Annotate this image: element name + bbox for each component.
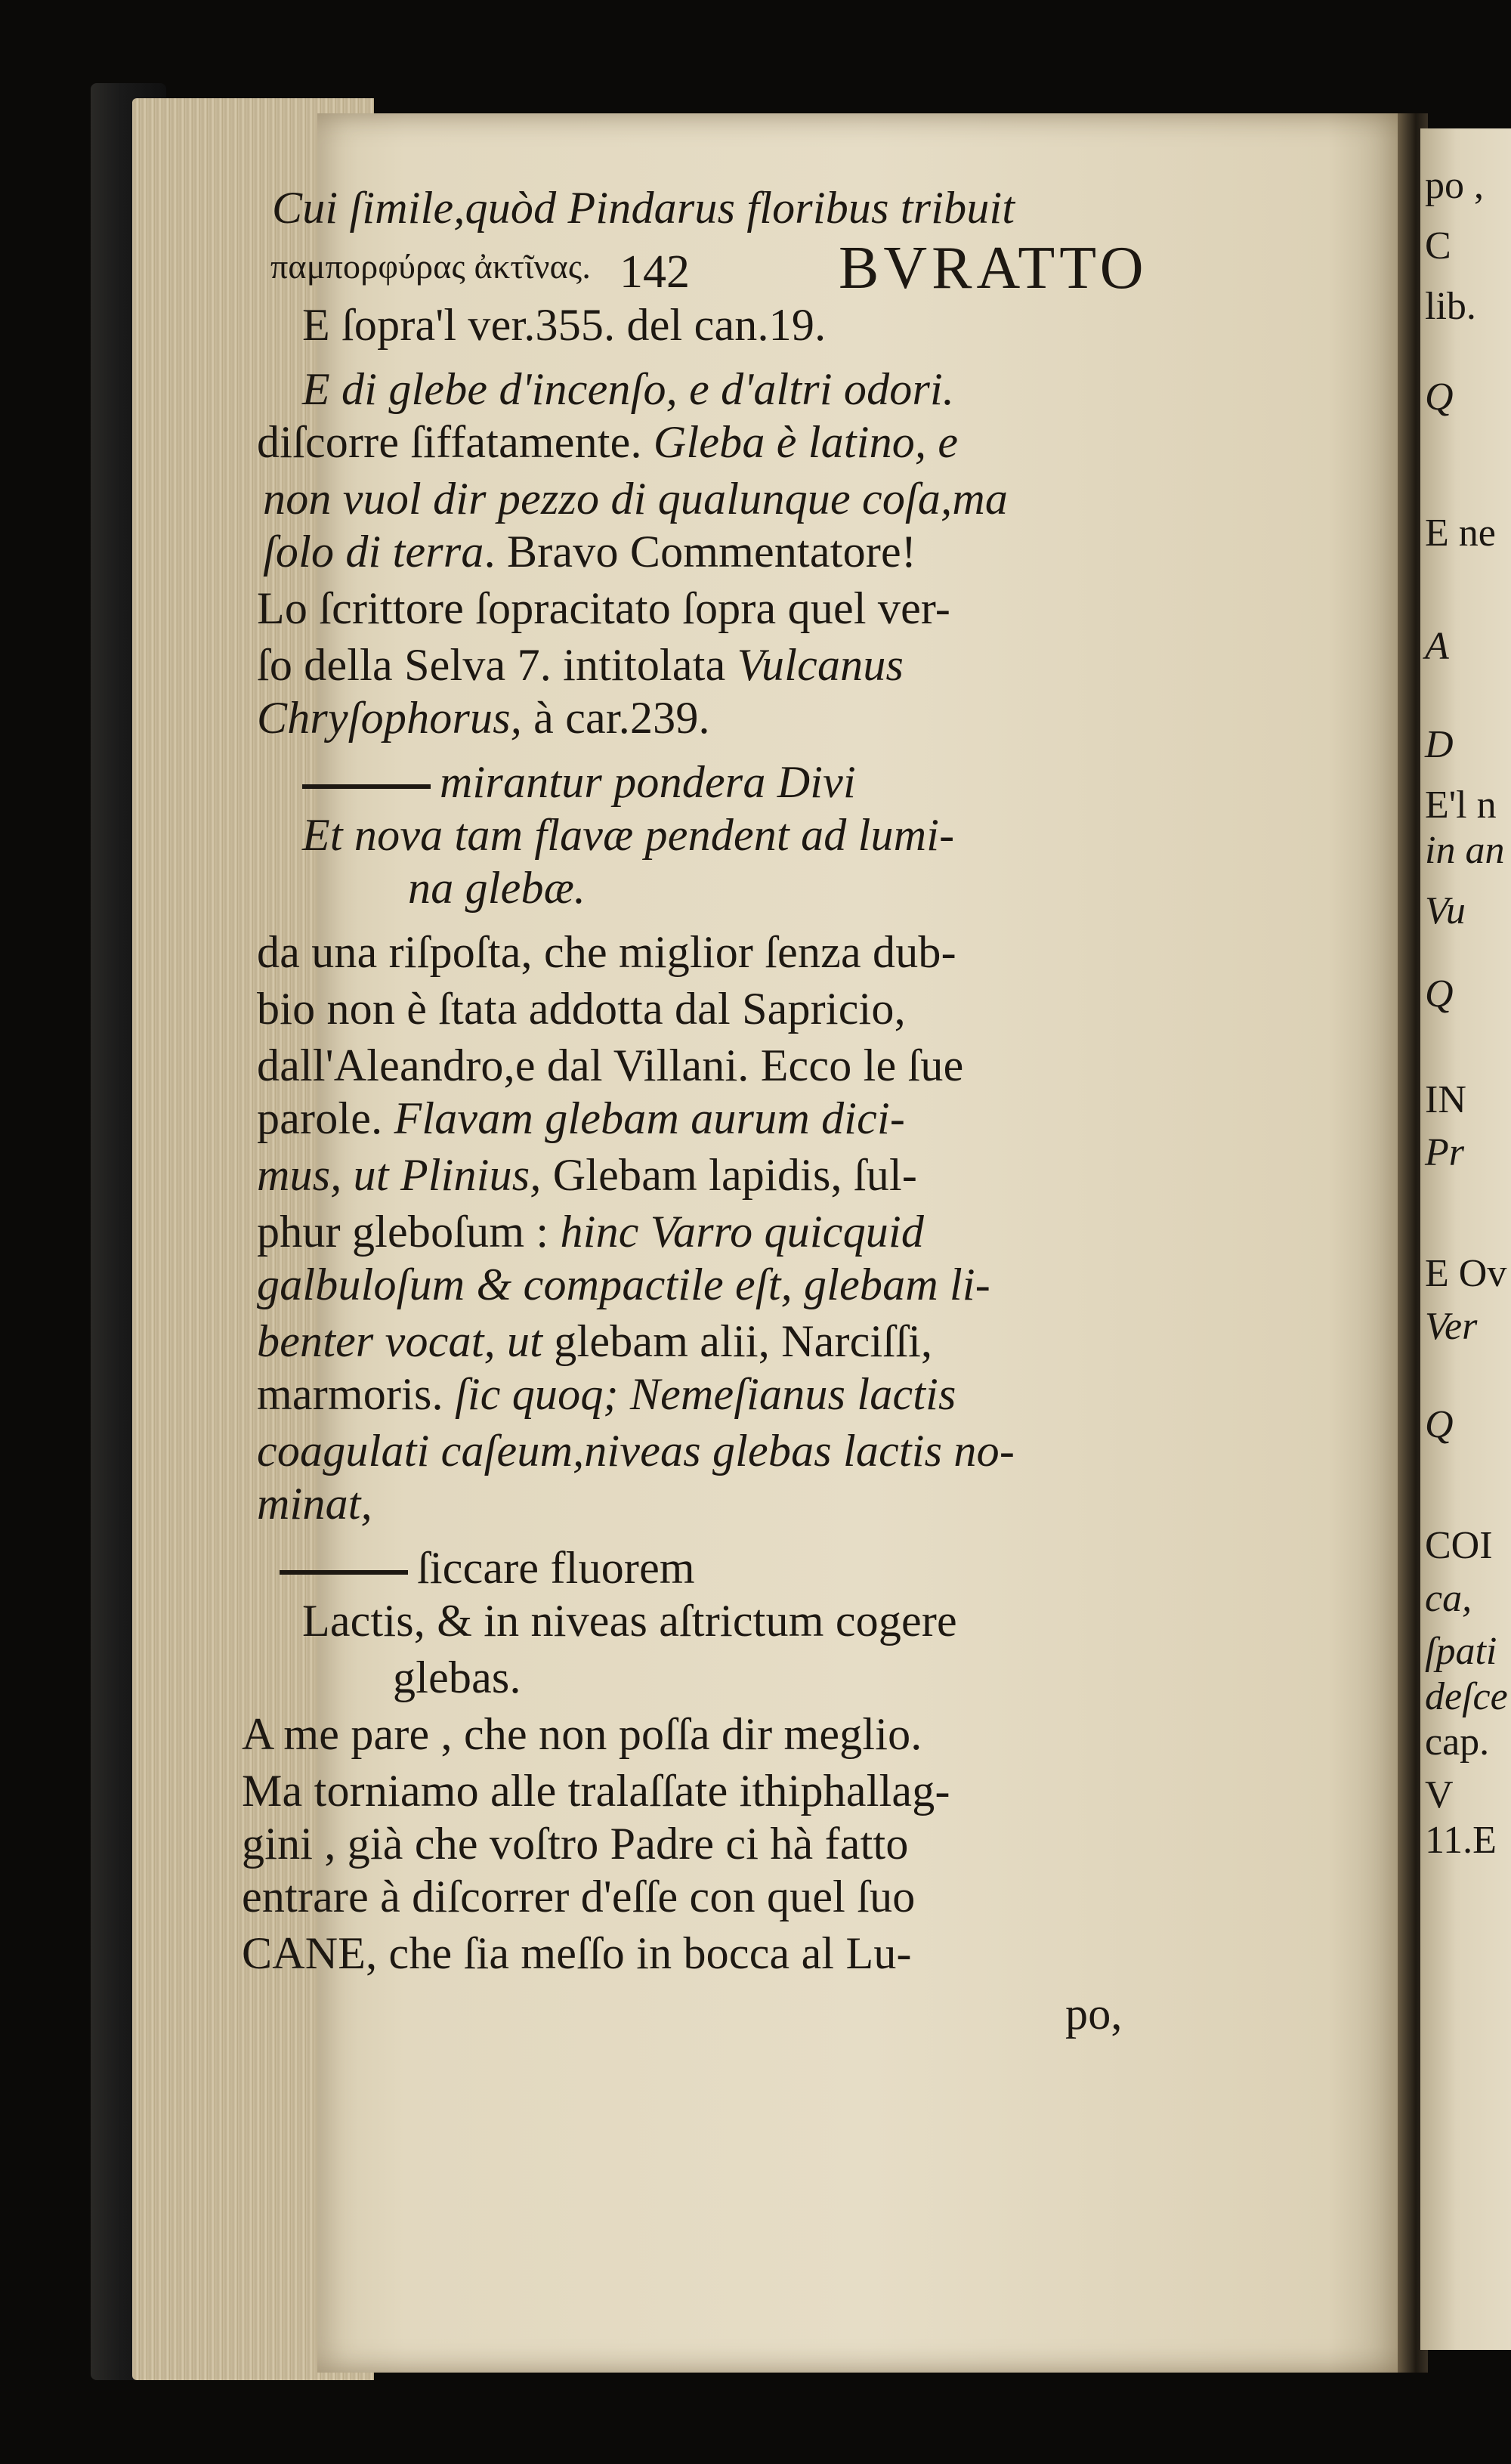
text-line [257,693,710,743]
text-line [257,1262,990,1307]
text-line [302,1596,957,1646]
text-line [257,583,951,633]
text-segment: mus, ut Plinius, [257,1150,553,1200]
text-line [257,642,904,688]
text-segment: E ſopra'l ver.355. del can.19. [302,300,827,350]
text-segment: marmoris. [257,1369,455,1419]
text-segment: Ma torniamo alle tralaſſate ithiphallag- [242,1766,950,1816]
text-segment: ſiccare fluorem [417,1543,695,1593]
text-segment: da una riſpoſta, che miglior ſenza dub- [257,927,956,977]
text-line [302,812,954,858]
text-segment: ſolo di terra [263,527,484,577]
right-page-fragment: E ne [1425,512,1496,555]
text-line [270,249,591,284]
text-segment: gini , già che voſtro Padre ci hà fatto [242,1819,909,1869]
text-segment: po, [1065,1989,1123,2039]
text-line [302,759,856,805]
text-line [263,527,917,577]
text-segment: Lo ſcrittore ſopracitato ſopra quel ver- [257,583,951,633]
text-line [257,929,956,975]
text-segment: mirantur pondera Divi [440,757,856,807]
right-page-fragment: 11.E [1425,1819,1497,1862]
text-segment: Chryſophorus, [257,693,522,743]
right-page-fragment: IN [1425,1078,1466,1121]
text-segment: à car.239. [521,693,710,743]
text-segment: minat, [257,1479,372,1529]
text-segment: Gleba è latino, e [653,417,959,467]
text-segment: glebam alii, Narciſſi, [554,1316,933,1366]
text-line [257,1093,906,1143]
text-line [1065,1989,1123,2039]
text-segment: ſic quoq; Nemeſianus lactis [454,1369,956,1419]
text-segment: Vulcanus [737,640,904,690]
text-segment: Cui ſimile,quòd Pindarus floribus tribuit [272,183,1015,233]
text-segment: benter vocat, ut [257,1316,555,1366]
page-number: 142 [620,246,690,298]
right-page-fragment: D [1425,723,1454,766]
text-segment: coagulati caſeum,niveas glebas lactis no- [257,1426,1015,1476]
right-page-fragment: V [1425,1773,1454,1816]
right-page-fragment: deſce [1425,1675,1508,1718]
right-page-fragment: COI [1425,1524,1493,1567]
right-page-fragment: Vu [1425,889,1466,932]
text-line [272,183,1015,233]
text-segment: Lactis, & in niveas aſtrictum cogere [302,1596,957,1646]
right-page-fragment: ca, [1425,1577,1472,1620]
text-line [257,1371,956,1417]
text-line [242,1928,912,1978]
right-page-fragment: Q [1425,376,1454,419]
text-line [280,1545,695,1591]
text-line [257,984,906,1034]
text-segment: parole. [257,1093,394,1143]
right-page-fragment: E Ov [1425,1252,1507,1295]
text-line [242,1874,916,1919]
text-line [257,1479,372,1529]
text-segment: hinc Varro quicquid [560,1207,925,1257]
text-segment: diſcorre ſiffatamente. [257,417,654,467]
right-page-fragment: E'l n [1425,784,1497,827]
left-page [242,113,1417,2373]
text-line [257,1152,917,1198]
right-page-fragment: Q [1425,972,1454,1016]
text-line [242,1711,922,1757]
running-title: BVRATTO [839,235,1148,301]
text-line [263,474,1009,524]
text-line [257,419,958,465]
text-segment: dall'Aleandro,e dal Villani. Ecco le ſue [257,1040,964,1090]
text-segment: Et nova tam flavæ pendent ad lumi- [302,810,955,860]
text-segment: bio non è ſtata addotta dal Sapricio, [257,984,906,1034]
right-page-fragment: cap. [1425,1720,1490,1764]
text-segment: ſo della Selva 7. intitolata [257,640,737,690]
right-page-fragment: Ver [1425,1305,1478,1348]
text-line [408,863,586,913]
text-segment: entrare à diſcorrer d'eſſe con quel ſuo [242,1872,916,1921]
right-page-fragment: C [1425,224,1451,267]
text-segment: A me pare , che non poſſa dir meglio. [242,1709,922,1759]
text-line [257,1426,1015,1476]
text-line [393,1652,521,1702]
text-segment: non vuol dir pezzo di qualunque coſa,ma [263,474,1009,524]
text-line [257,1207,925,1257]
text-line [302,366,954,412]
text-line [257,1040,964,1090]
text-segment: na glebæ. [408,863,586,913]
text-segment: E di glebe d'incenſo, e d'altri odori. [302,364,955,414]
right-page-fragment: po , [1425,164,1484,207]
right-page-fragment: Q [1425,1403,1454,1446]
text-segment: . Bravo Commentatore! [484,527,917,577]
text-segment: phur gleboſum : [257,1207,561,1257]
text-segment: Flavam glebam aurum dici- [394,1093,906,1143]
text-segment: galbuloſum & compactile eſt, glebam li- [257,1260,990,1309]
text-segment: παμπορφύρας ἀκτῖνας. [270,247,592,286]
text-line [257,1316,933,1366]
right-page [1420,128,1511,2350]
text-segment: glebas. [393,1652,521,1702]
text-segment: Glebam lapidis, ſul- [552,1150,918,1200]
right-page-fragment: A [1425,625,1449,668]
text-line [242,1819,909,1869]
dash-rule [302,784,431,789]
text-line [302,302,826,348]
right-page-fragment: lib. [1425,285,1476,328]
text-segment: CANE, che ſia meſſo in bocca al Lu- [242,1928,912,1978]
text-line [242,1766,950,1816]
dash-rule [280,1570,408,1575]
right-page-fragment: in an [1425,829,1505,872]
right-page-fragment: Pr [1425,1131,1464,1174]
right-page-fragment: ſpati [1425,1630,1497,1673]
